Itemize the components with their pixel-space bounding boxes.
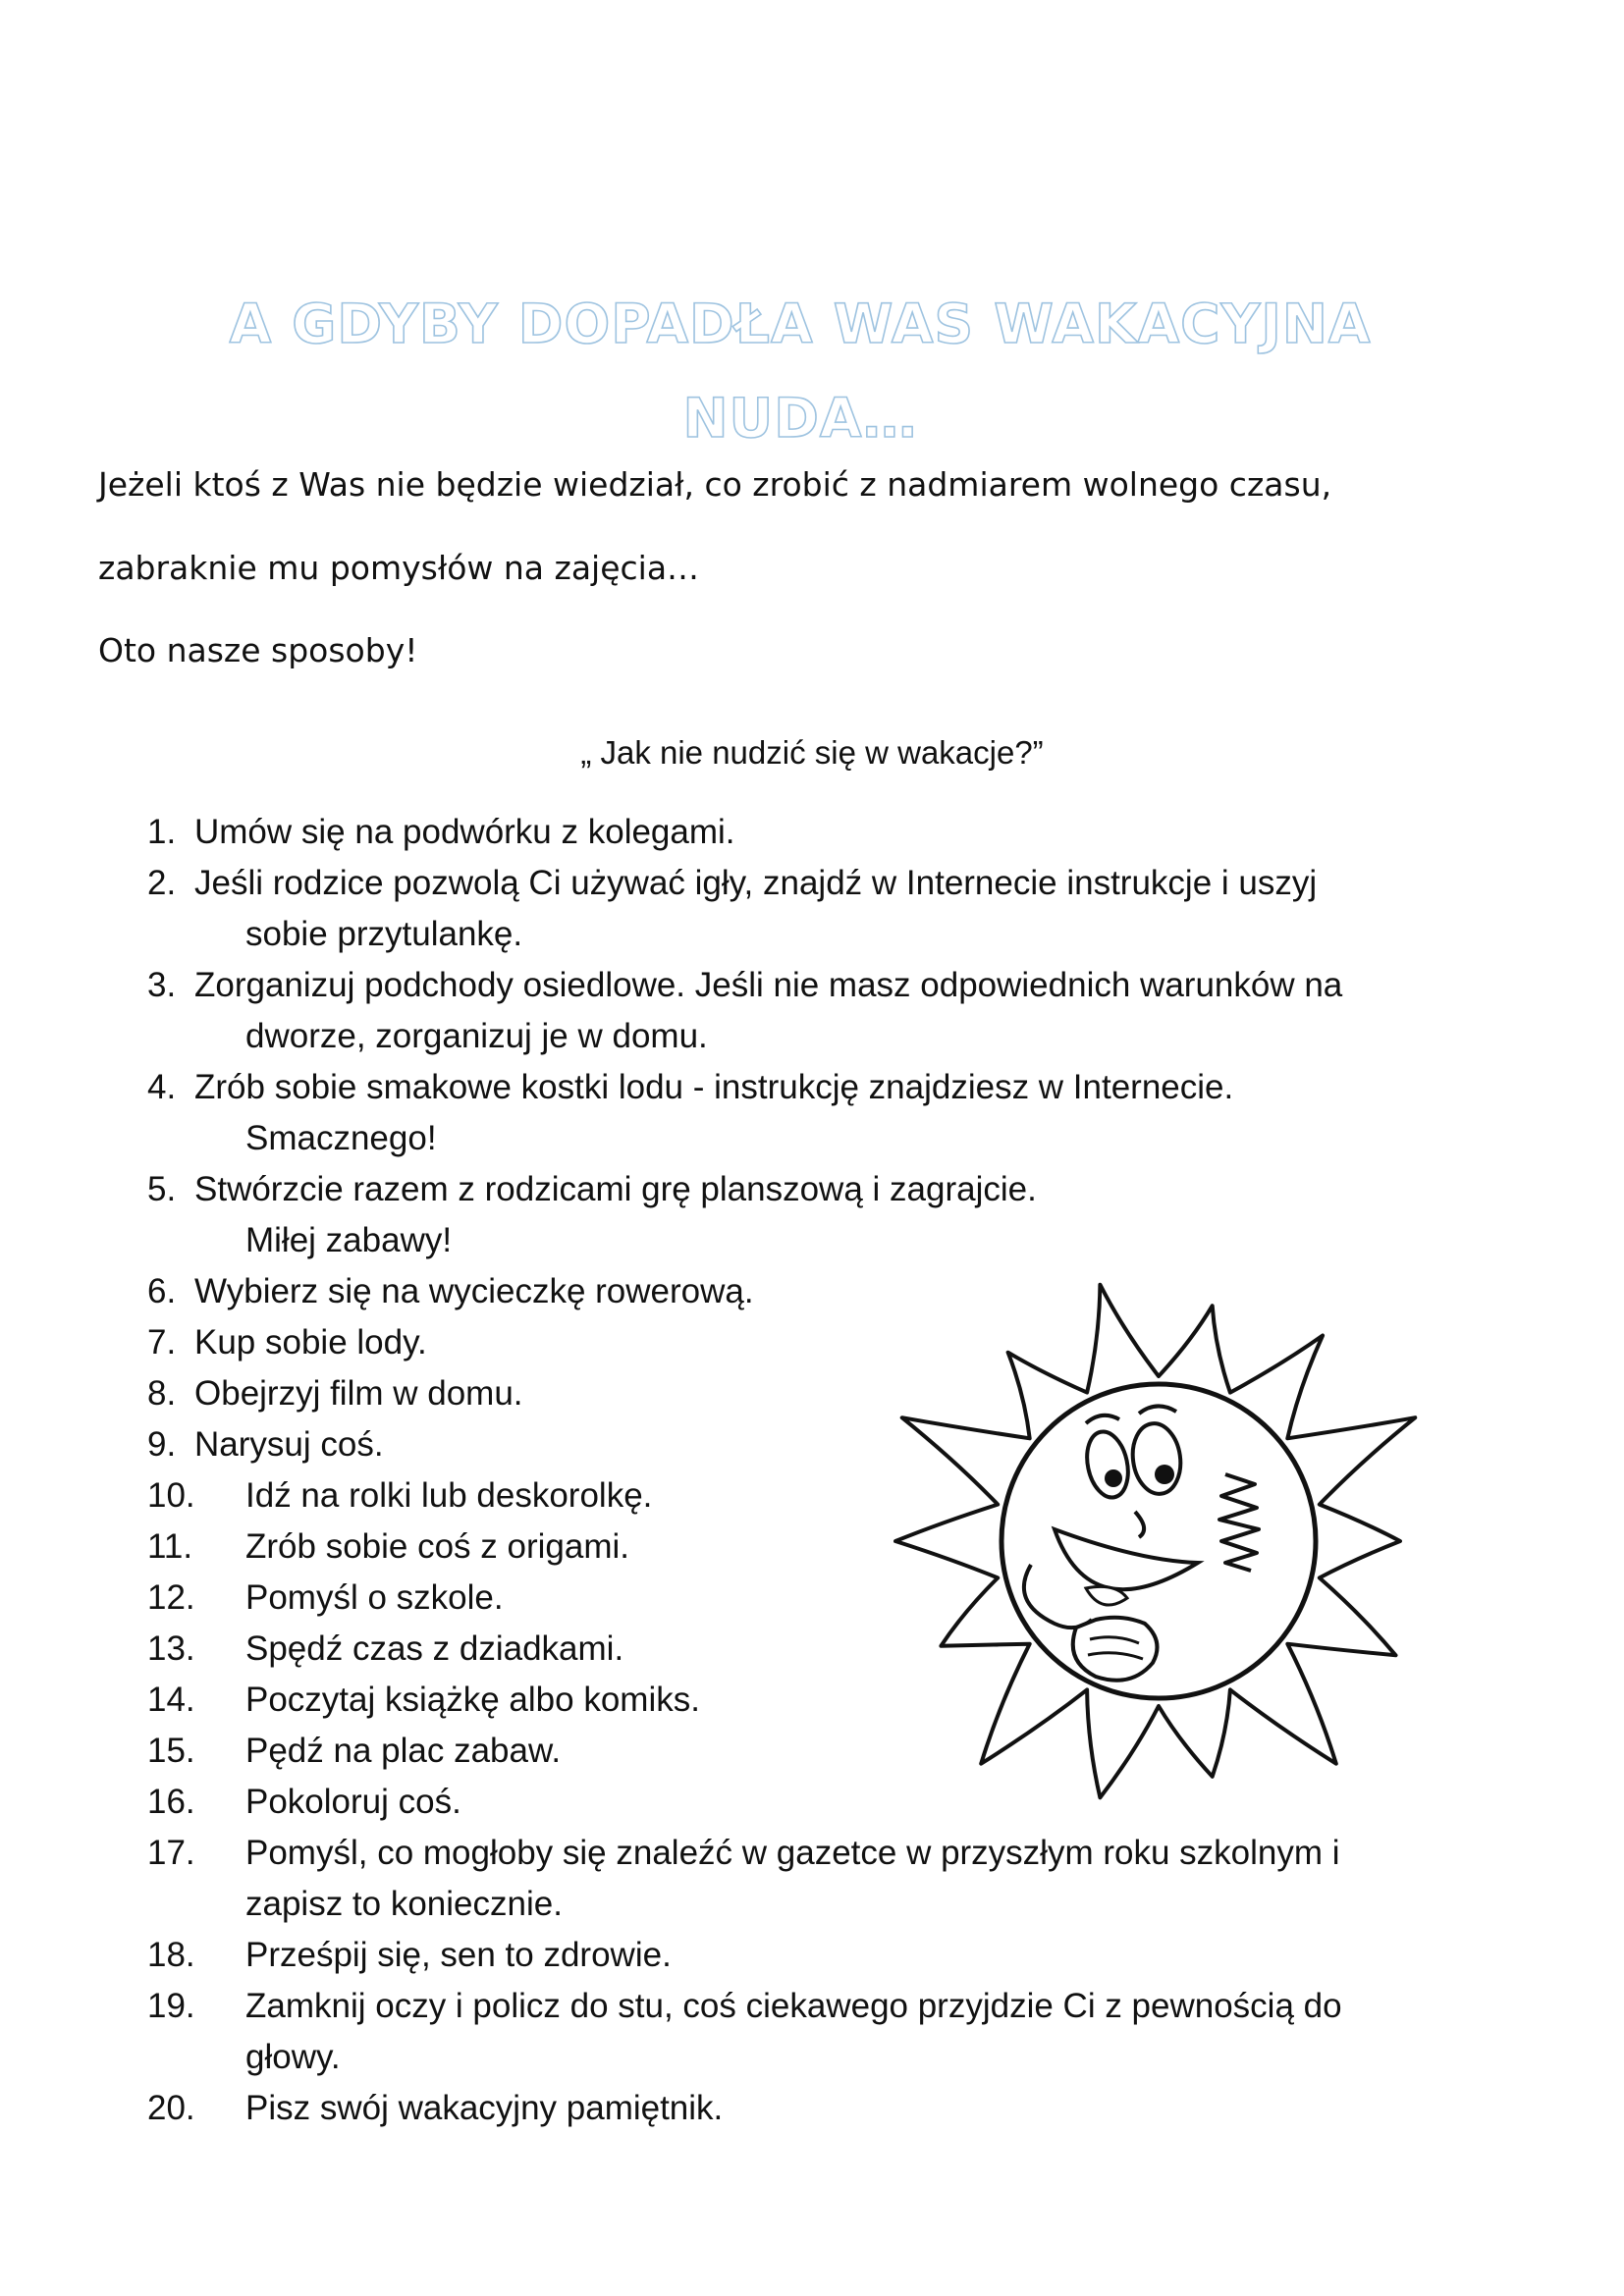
smiling-sun-icon bbox=[844, 1217, 1473, 1845]
list-item-number: 14. bbox=[147, 1681, 195, 1719]
list-item-text: Kup sobie lody. bbox=[194, 1323, 427, 1362]
page-title-line-1: A GDYBY DOPADŁA WAS WAKACYJNA bbox=[229, 293, 1372, 355]
list-item-text: Spędź czas z dziadkami. bbox=[245, 1629, 624, 1668]
list-item-number: 5. bbox=[147, 1170, 177, 1208]
list-item-number: 7. bbox=[147, 1323, 177, 1362]
list-item-text: Poczytaj książkę albo komiks. bbox=[245, 1681, 700, 1719]
list-item-text: Narysuj coś. bbox=[194, 1425, 384, 1464]
list-item-number: 15. bbox=[147, 1732, 195, 1770]
list-item-text: Pisz swój wakacyjny pamiętnik. bbox=[245, 2089, 724, 2127]
page-title-line-2: NUDA… bbox=[682, 387, 918, 450]
list-item-text: Jeśli rodzice pozwolą Ci używać igły, znajdź w Internecie instrukcje i uszyj bbox=[194, 864, 1318, 902]
intro-paragraph-1: Jeżeli ktoś z Was nie będzie wiedział, co zrobić z nadmiarem wolnego czasu, bbox=[98, 465, 1332, 504]
list-item-text: Zrób sobie smakowe kostki lodu - instrukcję znajdziesz w Internecie. bbox=[194, 1068, 1234, 1106]
intro-paragraph-3: Oto nasze sposoby! bbox=[98, 631, 418, 669]
list-item-number: 1. bbox=[147, 813, 177, 851]
list-item-number: 9. bbox=[147, 1425, 177, 1464]
list-item-number: 6. bbox=[147, 1272, 177, 1310]
list-item-number: 20. bbox=[147, 2089, 195, 2127]
list-item-continuation: Smacznego! bbox=[245, 1119, 437, 1157]
list-heading: „ Jak nie nudzić się w wakacje?” bbox=[580, 734, 1044, 771]
list-item-number: 18. bbox=[147, 1936, 195, 1974]
list-item-number: 16. bbox=[147, 1783, 195, 1821]
list-item-text: Prześpij się, sen to zdrowie. bbox=[245, 1936, 672, 1974]
list-item-text: Pokoloruj coś. bbox=[245, 1783, 461, 1821]
list-item-continuation: dworze, zorganizuj je w domu. bbox=[245, 1017, 708, 1055]
list-item-text: Wybierz się na wycieczkę rowerową. bbox=[194, 1272, 754, 1310]
intro-paragraph-2: zabraknie mu pomysłów na zajęcia… bbox=[98, 549, 700, 587]
list-item-text: Umów się na podwórku z kolegami. bbox=[194, 813, 735, 851]
list-item-continuation: sobie przytulankę. bbox=[245, 915, 523, 953]
list-item-number: 12. bbox=[147, 1578, 195, 1617]
list-item-text: Obejrzyj film w domu. bbox=[194, 1374, 523, 1413]
list-item-number: 19. bbox=[147, 1987, 195, 2025]
list-item-continuation: zapisz to koniecznie. bbox=[245, 1885, 563, 1923]
list-item-text: Pomyśl, co mogłoby się znaleźć w gazetce w przyszłym roku szkolnym i bbox=[245, 1834, 1340, 1872]
list-item-number: 2. bbox=[147, 864, 177, 902]
list-item-continuation: głowy. bbox=[245, 2038, 341, 2076]
list-item-number: 17. bbox=[147, 1834, 195, 1872]
list-item-text: Pomyśl o szkole. bbox=[245, 1578, 504, 1617]
list-item-number: 4. bbox=[147, 1068, 177, 1106]
list-item-number: 8. bbox=[147, 1374, 177, 1413]
list-item-text: Zorganizuj podchody osiedlowe. Jeśli nie masz odpowiednich warunków na bbox=[194, 966, 1343, 1004]
list-item-text: Idź na rolki lub deskorolkę. bbox=[245, 1476, 653, 1515]
list-item-text: Pędź na plac zabaw. bbox=[245, 1732, 562, 1770]
list-item-text: Stwórzcie razem z rodzicami grę planszową i zagrajcie. bbox=[194, 1170, 1037, 1208]
list-item-text: Zrób sobie coś z origami. bbox=[245, 1527, 629, 1566]
list-item-number: 13. bbox=[147, 1629, 195, 1668]
list-item-number: 3. bbox=[147, 966, 177, 1004]
list-item-number: 11. bbox=[147, 1527, 193, 1566]
page-title bbox=[147, 277, 1453, 465]
list-item-continuation: Miłej zabawy! bbox=[245, 1221, 453, 1259]
list-item-number: 10. bbox=[147, 1476, 195, 1515]
list-item-text: Zamknij oczy i policz do stu, coś ciekawego przyjdzie Ci z pewnością do bbox=[245, 1987, 1342, 2025]
